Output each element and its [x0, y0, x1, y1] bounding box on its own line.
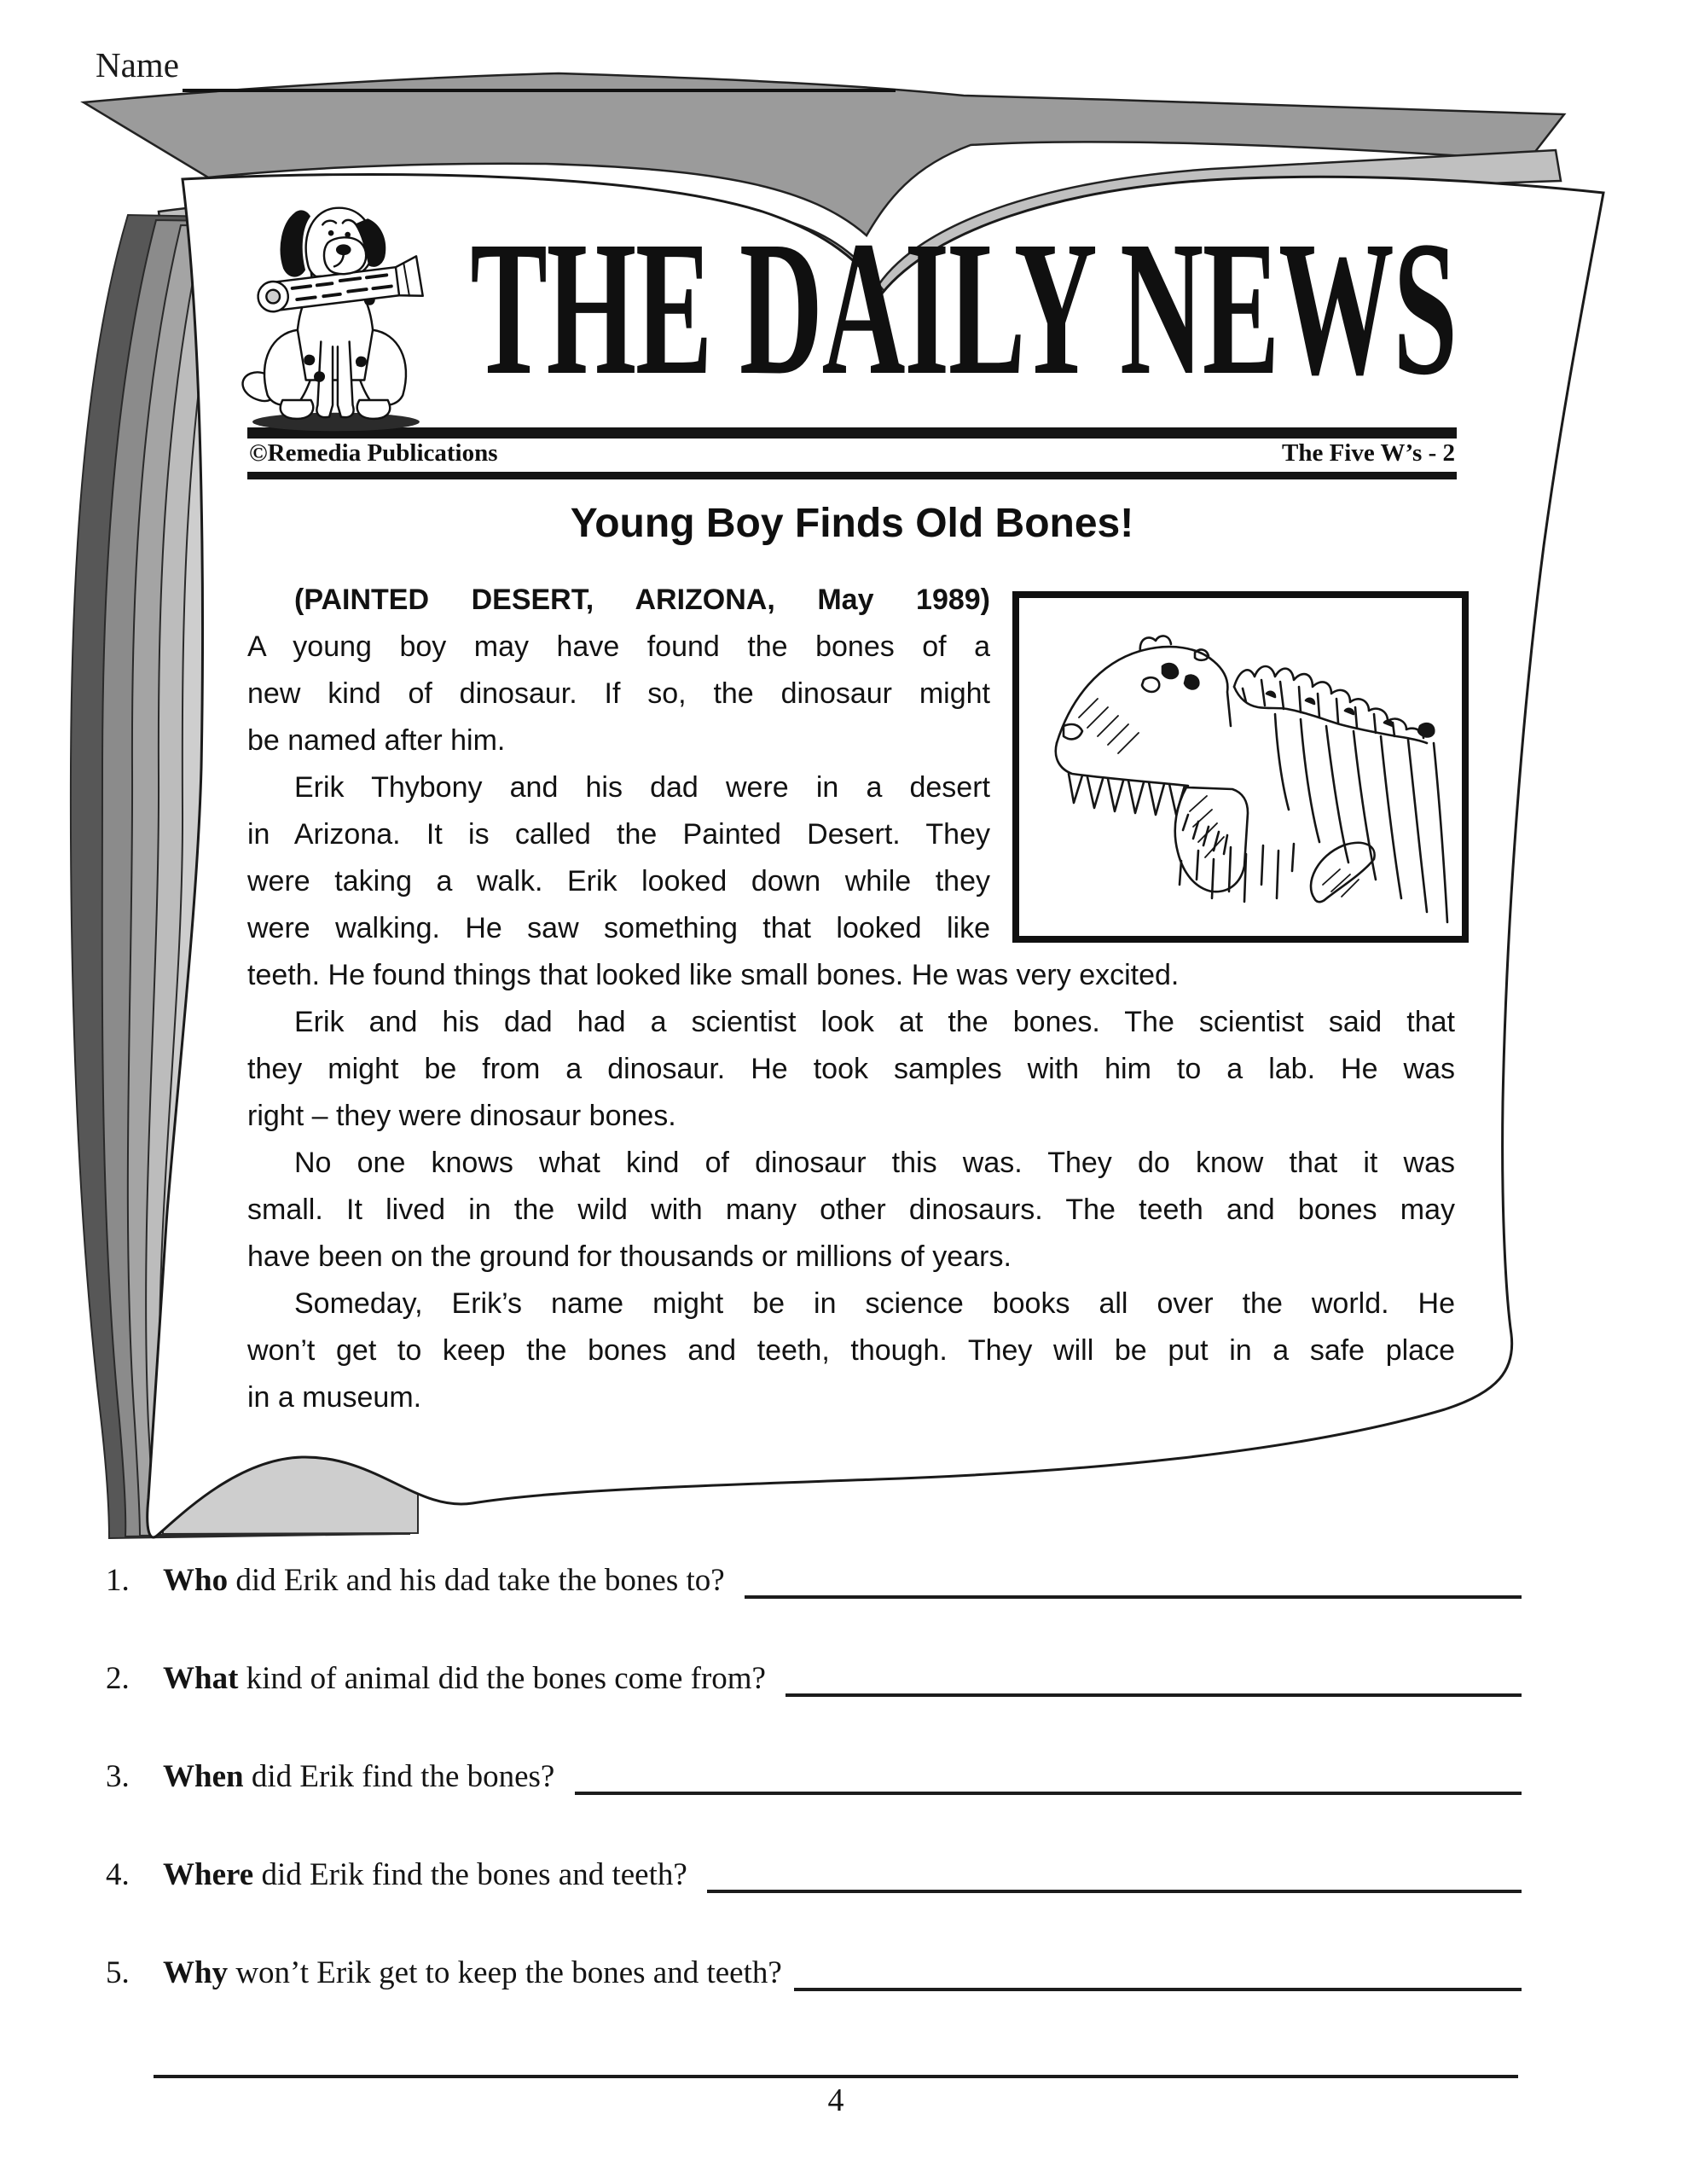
- question-row: [106, 1653, 1522, 1697]
- article-body: [247, 577, 1455, 1421]
- question-text: Why won’t Erik get to keep the bones and teeth?: [163, 1955, 782, 1990]
- dinosaur-skeleton-illustration: [1019, 598, 1462, 936]
- question-number: 3.: [106, 1759, 130, 1794]
- answer-line: [707, 1852, 1522, 1893]
- article-line: have been on the ground for thousands or millions of years.: [247, 1240, 1012, 1273]
- article-line: A young boy may have found the bones of a: [247, 630, 990, 663]
- article-line: No one knows what kind of dinosaur this was. They do know that it was: [294, 1147, 1455, 1179]
- extra-answer-line: [154, 2042, 1518, 2078]
- article-line: were walking. He saw something that looked like: [247, 912, 990, 944]
- article-line: Erik and his dad had a scientist look at the bones. The scientist said that: [294, 1006, 1455, 1038]
- question-number: 4.: [106, 1857, 130, 1892]
- article-line: in a museum.: [247, 1381, 422, 1414]
- article-headline: Young Boy Finds Old Bones!: [570, 501, 1134, 546]
- article-line: new kind of dinosaur. If so, the dinosaur might: [247, 677, 990, 710]
- article-line: Someday, Erik’s name might be in science books all over the world. He: [294, 1287, 1455, 1320]
- article-line: in Arizona. It is called the Painted Desert. They: [247, 818, 990, 851]
- answer-line: [786, 1656, 1522, 1697]
- article-line: they might be from a dinosaur. He took samples with him to a lab. He was: [247, 1053, 1455, 1085]
- article-line: (PAINTED DESERT, ARIZONA, May 1989): [294, 584, 990, 616]
- masthead-title: THE DAILY NEWS: [470, 201, 1458, 415]
- name-answer-line: [183, 89, 896, 92]
- dog-eye-left: [328, 230, 334, 236]
- dalmatian-newspaper-mascot-icon: [232, 200, 437, 442]
- answer-line: [745, 1558, 1522, 1599]
- article-line: won’t get to keep the bones and teeth, though. They will be put in a safe place: [247, 1334, 1455, 1367]
- answer-line: [575, 1754, 1522, 1795]
- article-line: were taking a walk. Erik looked down while they: [247, 865, 990, 897]
- publisher-credit: ©Remedia Publications: [249, 439, 498, 467]
- question-number: 5.: [106, 1955, 130, 1990]
- question-number: 2.: [106, 1661, 130, 1696]
- question-text: Who did Erik and his dad take the bones to?: [163, 1563, 733, 1598]
- masthead-credits-row: [249, 439, 1455, 468]
- question-text: What kind of animal did the bones come from?: [163, 1661, 774, 1696]
- article-line: right – they were dinosaur bones.: [247, 1100, 676, 1132]
- series-label: The Five W’s - 2: [1282, 439, 1455, 467]
- question-number: 1.: [106, 1563, 130, 1598]
- dog-spot-3: [357, 357, 366, 366]
- name-label: Name: [96, 45, 179, 84]
- dog-left-foot: [281, 400, 313, 419]
- article-line: small. It lived in the wild with many other dinosaurs. The teeth and bones may: [247, 1194, 1455, 1226]
- question-row: [106, 1751, 1522, 1795]
- dog-spot-2: [315, 372, 324, 380]
- dog-nose: [336, 244, 351, 255]
- dinosaur-photo-box: [1012, 591, 1469, 943]
- question-row: [106, 1849, 1522, 1893]
- name-row: [96, 44, 948, 96]
- dog-shadow: [252, 413, 420, 432]
- article-line: be named after him.: [247, 724, 506, 757]
- dog-muzzle: [324, 237, 366, 274]
- question-text: When did Erik find the bones?: [163, 1759, 563, 1794]
- page-number: 4: [827, 2082, 844, 2118]
- article-line: teeth. He found things that looked like small bones. He was very excited.: [247, 959, 1180, 991]
- question-text: Where did Erik find the bones and teeth?: [163, 1857, 696, 1892]
- question-row: [106, 1554, 1522, 1599]
- masthead-rule-bottom: [247, 472, 1457, 479]
- dog-spot-1: [304, 356, 314, 364]
- answer-line: [794, 1950, 1522, 1991]
- dog-right-foot: [357, 400, 390, 419]
- question-row: [106, 1947, 1522, 1991]
- article-line: Erik Thybony and his dad were in a desert: [294, 771, 990, 804]
